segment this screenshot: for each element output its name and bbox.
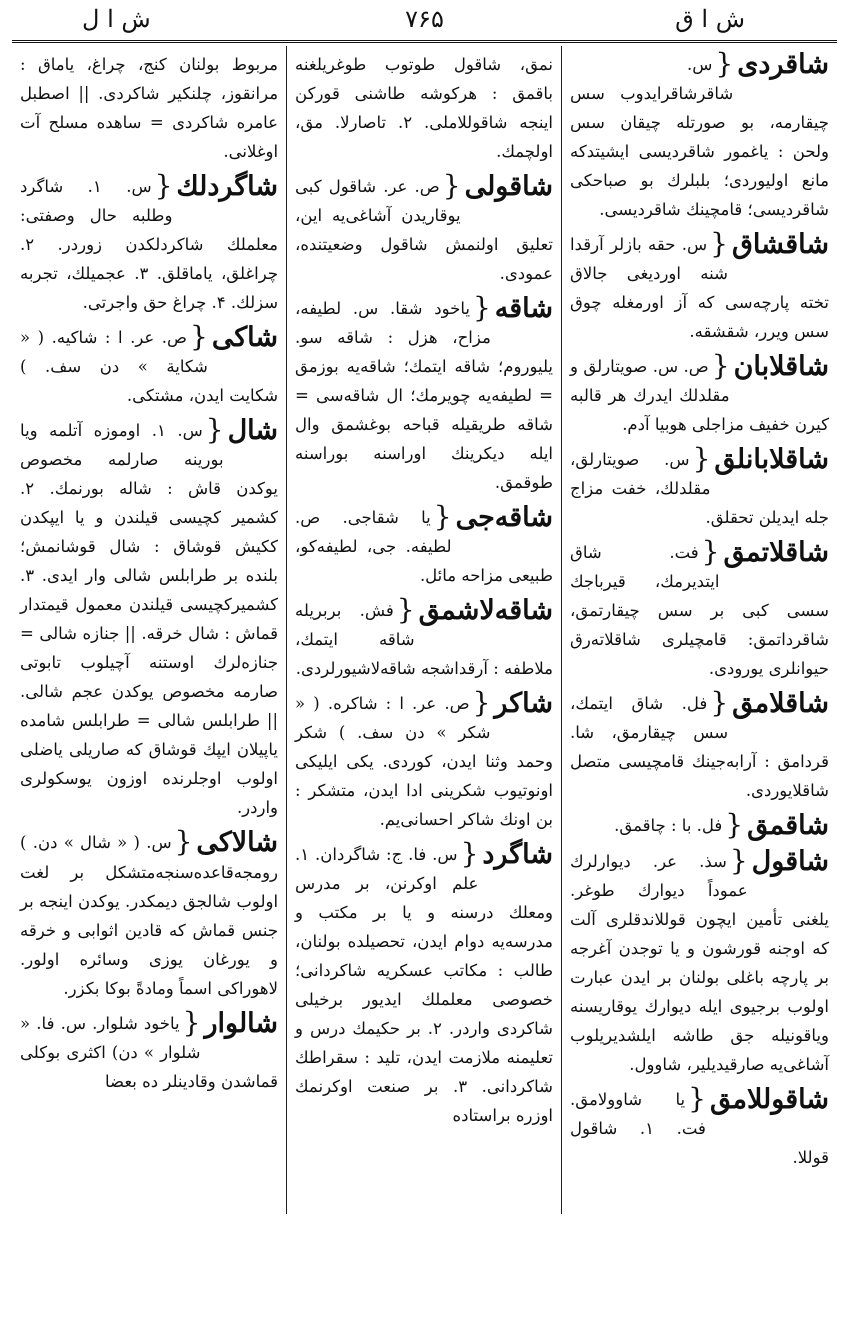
entry-definition: س. ۱. شاگرد وطلبه حال وصفتی: معلملك شاکردلکدن زوردر. ۲. چراغلق، یاماقلق. ۳. عجمیلك، تجربه سزلك. ۴. چراغ حق واجرتی. [20, 177, 279, 312]
dictionary-entry [20, 320, 279, 410]
entry-definition: یا شقاجی. ص. لطیفه. جی، لطیفه‌کو، طبیعی مزاحه مائل. [295, 508, 554, 585]
dictionary-entry [570, 47, 829, 224]
entry-definition: س. ۱. اوموزه آتلمه ویا بورینه صارلمه مخصوص یوکدن قاش : شاله بورنمك. ۲. کشمیر کچیسی قیلندن و یا ایپکدن ککیش قوشاق : شال قوشانمش؛ بلنده بر طرابلس شالی وار ایدی. ۳. کشمیرکچیسی قیلندن معمول قیمتدار قماش : شال خرقه. || جنازه شالی = جنازه‌لرك اوستنه آچیلوب تابوتی صارمه مخصوص یوکدن عجم شالی. || طرابلس شالی = طرابلس شامده یاپیلان ایپك قوشاق که صاریلی یاضلی اولوب اوجلرنده اوزون یوسکولری واردر. [20, 421, 279, 817]
column-2 [287, 46, 562, 1214]
entry-brace: { [715, 47, 734, 80]
dictionary-entry [570, 1082, 829, 1172]
entry-definition: فل. شاق ایتمك، سس چیقارمق، شا. قردامق : آرابه‌جینك قامچیسی متصل شاقلایوردی. [570, 694, 829, 800]
dictionary-entry [295, 500, 554, 590]
entry-definition: فش. بربریله شاقه ایتمك، ملاطفه : آرقداشجه شاقه‌لاشیورلردی. [295, 601, 554, 678]
dictionary-entry [570, 349, 829, 439]
entry-definition: س. فا. ج: شاگردان. ۱. علم اوکرنن، بر مدرس ومعلك درسنه و یا بر مکتب و مدرسه‌یه دوام ایدن، تحصیلده بولنان، طالب : مکاتب عسکریه شاکردانی؛ خصوصی معلملك ایدیور برخیلی شاکردی واردر. ۲. بر حکیمك درس و تعلیمنه ملازمت ایدن، تلید : سقراطك شاکردانی. ۳. بر صنعت اوکرنمك اوزره براستاده [295, 845, 554, 1125]
entry-definition: یا شاوولامق. فت. ۱. شاقول قوللا. [570, 1090, 829, 1167]
entry-headword: شاکر [494, 688, 554, 719]
dictionary-entry [295, 291, 554, 497]
entry-headword: شالاکی [196, 827, 279, 858]
entry-brace: { [189, 320, 208, 353]
column-3 [12, 46, 287, 1214]
dictionary-entry [295, 169, 554, 288]
entry-brace: { [692, 442, 711, 475]
dictionary-entry [570, 442, 829, 532]
header-guide-right: ش ا ق [675, 5, 745, 33]
entry-definition: مربوط بولنان کنج، چراغ، یاماق : مرانقوز، چلنکیر شاکردی. || اصطبل عامره شاکردی = ساهده مسلح آت اوغلانی. [20, 55, 279, 161]
entry-definition: س. شاقرشاقرایدوب سس چیقارمه، بو صورتله چیقان سس ولحن : یاغمور شاقردیسی ایشیتدکه مانع اولیوردی؛ بلبلرك بو صباحکی شاقردیسی؛ قامچینك شاقردیسی. [570, 55, 829, 219]
entry-brace: { [174, 825, 193, 858]
entry-headword: شاقشاق [731, 229, 829, 260]
entry-headword: شاقلابان [733, 351, 829, 382]
dictionary-entry [570, 808, 829, 841]
entry-definition: ص. عر. ا : شاکره. ( « شکر » دن سف. ) شکر وحمد وثنا ایدن، کوردی. یکی ایلیکی اونوتیوب شکرینی ادا ایدن، متشکر : بن اونك شاکر احسانی‌یم. [295, 694, 554, 829]
entry-brace: { [710, 686, 729, 719]
header-rule [12, 40, 837, 43]
entry-brace: { [729, 844, 748, 877]
entry-headword: شاقردی [737, 49, 829, 80]
columns [12, 46, 837, 1214]
entry-headword: شاقمق [747, 810, 829, 841]
dictionary-entry [20, 50, 278, 166]
entry-brace: { [182, 1006, 201, 1039]
entry-headword: شال [227, 415, 279, 446]
entry-headword: شاقه‌جی [455, 502, 554, 533]
entry-headword: شاقولی [464, 171, 554, 202]
entry-brace: { [205, 413, 224, 446]
entry-definition: س. ( « شال » دن. ) رومجه‌قاعده‌سنجه‌متشکل بر لغت اولوب شالجق دیمکدر. یوکدن اینجه بر جنس قماش که قادین اثوابی و خرقه و یورغان یوزی وسائره اولور. لاهوراکی اسماً ومادةً بوکا بکزر. [20, 833, 279, 998]
dictionary-entry [295, 837, 554, 1130]
entry-headword: شاقلابانلق [714, 444, 829, 475]
page-number: ۷۶۵ [405, 5, 444, 33]
header-guide-left: ش ا ل [82, 5, 151, 33]
entry-brace: { [472, 291, 491, 324]
dictionary-entry [20, 825, 279, 1003]
entry-definition: نمق، شاقول طوتوب طوغریلغنه باقمق : هرکوشه طاشنی قورکن اینجه شاقوللاملی. ۲. تاصارلا. مق، اولچمك. [295, 55, 554, 161]
dictionary-entry [295, 686, 554, 834]
dictionary-entry [20, 413, 279, 822]
entry-definition: فت. شاق ایتدیرمك، قیرباجك سسی کبی بر سس چیقارتمق، شاقرداتمق: قامچیلری شاقلاته‌رق حیوانلری یورودی. [570, 543, 829, 678]
entry-headword: شاقه [494, 293, 554, 324]
entry-headword: شاقلاتمق [723, 537, 829, 568]
entry-definition: س. صویتارلق، مقلدلك، خفت مزاج جله ایدیلن تحقلق. [570, 450, 829, 527]
entry-brace: { [711, 349, 730, 382]
entry-brace: { [710, 227, 728, 260]
entry-definition: ص. عر. شاقول کبی یوقاریدن آشاغی‌یه این، تعلیق اولنمش شاقول وضعیتنده، عمودی. [295, 177, 554, 283]
entry-definition: فل. با : چاقمق. [614, 816, 723, 835]
entry-definition: ص. س. صویتارلق و مقلدلك ایدرك هر قالبه کیرن خفیف مزاجلی هوبیا آدم. [570, 357, 829, 434]
entry-brace: { [154, 169, 173, 202]
entry-definition: یاخود شقا. س. لطیفه، مزاح، هزل : شاقه سو. یلیوروم؛ شاقه ایتمك؛ شاقه‌یه بوزمق = لطیفه‌یه چویرمك؛ ال شاقه‌سی = شاقه طریقیله قباحه بوغشمق وال ایله دیکرینك اوراسنه بوراسنه طوقمق. [295, 299, 554, 492]
entry-definition: ص. عر. ا : شاکیه. ( « شکایة » دن سف. ) شکایت ایدن، مشتکی. [20, 328, 279, 405]
entry-headword: شالوار [204, 1008, 279, 1039]
entry-brace: { [396, 593, 415, 626]
dictionary-entry [295, 50, 553, 166]
page-header [12, 2, 837, 40]
dictionary-entry [570, 686, 829, 805]
entry-definition: سذ. عر. دیوارلرك عموداً دیوارك طوغر. یلغنی تأمین ایچون قوللاندقلری آلت که اوجنه قورشون و یا توجدن آغرجه بر پارچه باغلی بولنان بر ایدن عبارت اولوب برجیوی ایله دیوارك یوقاریسنه ویاقونیله جق طاشه ایلشدیریلوب آشاغی‌یه صارقیدیلیر، شاوول. [570, 852, 829, 1074]
entry-brace: { [442, 169, 461, 202]
dictionary-entry [295, 593, 554, 683]
entry-brace: { [433, 500, 452, 533]
dictionary-entry [20, 169, 279, 317]
entry-brace: { [701, 535, 720, 568]
entry-definition: یاخود شلوار. س. فا. « شلوار » دن) اکثری بوکلی قماشدن وقادینلر ده بعضا [20, 1014, 279, 1091]
dictionary-entry [570, 227, 829, 346]
entry-headword: شاگردلك [176, 171, 279, 202]
entry-headword: شاقلامق [732, 688, 829, 719]
column-1 [562, 46, 837, 1214]
entry-headword: شاقه‌لاشمق [418, 595, 554, 626]
entry-brace: { [688, 1082, 706, 1115]
entry-brace: { [725, 808, 744, 841]
entry-brace: { [460, 837, 479, 870]
entry-definition: س. حقه بازلر آرقدا شنه اوردیغی جالاق تخته پارچه‌سی که آز اورمغله چوق سس ویرر، شقشقه. [570, 235, 829, 341]
entry-headword: شاقول [751, 846, 829, 877]
entry-headword: شاگرد [482, 839, 554, 870]
dictionary-entry [20, 1006, 279, 1096]
dictionary-entry [570, 535, 829, 683]
entry-headword: شاقوللامق [709, 1084, 829, 1115]
entry-brace: { [472, 686, 491, 719]
entry-headword: شاکی [211, 322, 279, 353]
dictionary-entry [570, 844, 829, 1079]
